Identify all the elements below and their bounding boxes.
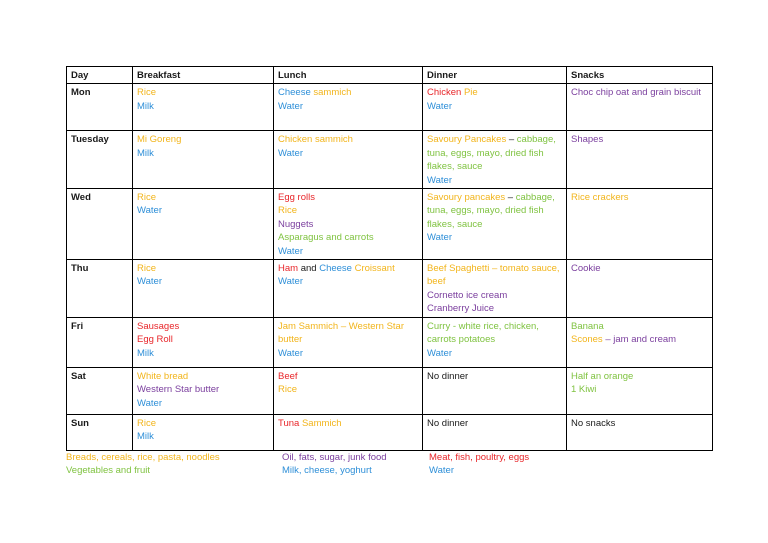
meal-item: [427, 262, 562, 289]
breakfast-cell: [133, 260, 274, 318]
food-text: Pie: [463, 87, 478, 99]
meal-item: [571, 370, 708, 383]
meal-item: [137, 191, 269, 204]
food-text: Water: [427, 347, 452, 359]
food-text: Water: [427, 174, 452, 186]
food-text: Milk: [137, 100, 154, 112]
food-text: Cookie: [571, 263, 601, 275]
dinner-cell: [423, 189, 567, 260]
header-breakfast: Breakfast: [133, 67, 274, 84]
legend-veg: Vegetables and fruit: [66, 465, 150, 477]
meal-item: [137, 430, 269, 443]
breakfast-cell: [133, 84, 274, 131]
meal-item: [278, 100, 418, 113]
food-text: Savoury Pancakes: [427, 134, 507, 146]
meal-item: [427, 191, 562, 231]
meal-item: [571, 262, 708, 275]
meal-item: [427, 302, 562, 315]
meal-item: [571, 191, 708, 204]
day-cell: Mon: [67, 84, 133, 131]
legend-column-3: [429, 451, 529, 478]
meal-plan-table: [66, 66, 713, 451]
food-text: Egg Roll: [137, 334, 173, 346]
food-text: –: [506, 134, 517, 146]
meal-item: [137, 383, 269, 396]
food-text: Rice: [278, 384, 298, 396]
food-text: Cranberry Juice: [427, 303, 495, 315]
food-text: Tuna: [278, 417, 302, 429]
food-text: Asparagus and carrots: [278, 232, 374, 244]
dinner-cell: [423, 84, 567, 131]
food-text: sammich: [313, 87, 352, 99]
meal-item: [278, 383, 418, 396]
food-text: Cornetto ice cream: [427, 289, 508, 301]
lunch-cell: [274, 189, 423, 260]
meal-item: [427, 370, 562, 383]
lunch-cell: [274, 84, 423, 131]
food-text: – jam and cream: [602, 334, 677, 346]
dinner-cell: [423, 131, 567, 189]
food-text: Mi Goreng: [137, 134, 182, 146]
food-text: Western Star butter: [137, 384, 220, 396]
meal-item: [571, 320, 708, 333]
food-text: 1 Kiwi: [571, 384, 597, 396]
meal-item: [427, 133, 562, 173]
snacks-cell: [567, 260, 713, 318]
meal-item: [137, 333, 269, 346]
food-text: Water: [278, 100, 303, 112]
meal-item: [278, 133, 418, 146]
day-cell: Thu: [67, 260, 133, 318]
dinner-cell: [423, 260, 567, 318]
day-cell: Fri: [67, 317, 133, 367]
food-text: Water: [278, 347, 303, 359]
food-text: Beef: [278, 370, 298, 382]
legend-oil: Oil, fats, sugar, junk food: [282, 452, 387, 463]
meal-item: [137, 347, 269, 360]
food-text: Water: [137, 397, 162, 409]
legend-milk: Milk, cheese, yoghurt: [282, 465, 372, 477]
meal-item: [278, 370, 418, 383]
meal-item: [427, 417, 562, 430]
meal-item: [427, 231, 562, 244]
header-snacks: Snacks: [567, 67, 713, 84]
food-text: Rice: [278, 205, 298, 217]
table-row: [67, 131, 713, 189]
meal-item: [278, 320, 418, 347]
meal-item: [427, 320, 562, 347]
breakfast-cell: [133, 131, 274, 189]
food-text: Jam Sammich – Western Star butter: [278, 320, 405, 346]
table-row: [67, 317, 713, 367]
header-row: [67, 67, 713, 84]
day-cell: Sun: [67, 414, 133, 450]
meal-item: [278, 218, 418, 231]
food-text: No snacks: [571, 417, 616, 429]
food-text: Curry - white rice, chicken, carrots potatoes: [427, 320, 539, 346]
food-text: Rice: [137, 192, 157, 204]
meal-item: [427, 347, 562, 360]
meal-item: [278, 147, 418, 160]
dinner-cell: [423, 317, 567, 367]
meal-item: [137, 86, 269, 99]
food-text: Water: [137, 205, 162, 217]
legend-water: Water: [429, 465, 454, 477]
day-cell: Wed: [67, 189, 133, 260]
lunch-cell: [274, 260, 423, 318]
food-text: Banana: [571, 320, 604, 332]
meal-item: [137, 397, 269, 410]
snacks-cell: [567, 414, 713, 450]
meal-item: [137, 147, 269, 160]
meal-item: [571, 133, 708, 146]
lunch-cell: [274, 414, 423, 450]
food-text: Scones: [571, 334, 603, 346]
food-text: Cheese: [278, 87, 314, 99]
header-dinner: Dinner: [423, 67, 567, 84]
food-text: –: [505, 192, 516, 204]
table-row: [67, 367, 713, 414]
meal-item: [278, 204, 418, 217]
lunch-cell: [274, 367, 423, 414]
meal-item: [278, 191, 418, 204]
food-text: No dinner: [427, 370, 469, 382]
food-text: Milk: [137, 347, 154, 359]
food-text: Beef Spaghetti – tomato sauce, beef: [427, 263, 560, 288]
food-text: Egg rolls: [278, 192, 315, 204]
header-day: Day: [67, 67, 133, 84]
food-text: Cheese: [319, 263, 355, 275]
table-row: [67, 414, 713, 450]
meal-item: [137, 204, 269, 217]
food-text: Croissant: [354, 263, 395, 275]
snacks-cell: [567, 367, 713, 414]
food-text: Choc chip oat and grain biscuit: [571, 87, 701, 99]
meal-item: [137, 262, 269, 275]
meal-item: [571, 417, 708, 430]
food-text: Water: [427, 232, 452, 244]
food-text: Half an orange: [571, 370, 634, 382]
food-text: Chicken sammich: [278, 134, 353, 146]
meal-item: [571, 333, 708, 346]
food-text: Ham: [278, 263, 299, 275]
food-text: White bread: [137, 370, 189, 382]
meal-item: [278, 262, 418, 275]
food-text: Milk: [137, 431, 154, 443]
snacks-cell: [567, 317, 713, 367]
meal-item: [278, 245, 418, 258]
legend-bread: Breads, cereals, rice, pasta, noodles: [66, 452, 220, 463]
meal-item: [278, 417, 418, 430]
snacks-cell: [567, 131, 713, 189]
food-text: Shapes: [571, 134, 604, 146]
day-cell: Tuesday: [67, 131, 133, 189]
meal-item: [137, 370, 269, 383]
food-text: Savoury pancakes: [427, 192, 506, 204]
food-text: Water: [278, 245, 303, 257]
table-row: [67, 260, 713, 318]
day-cell: Sat: [67, 367, 133, 414]
food-text: Sausages: [137, 320, 180, 332]
meal-item: [137, 133, 269, 146]
meal-item: [427, 100, 562, 113]
dinner-cell: [423, 414, 567, 450]
meal-item: [137, 100, 269, 113]
legend-meat: Meat, fish, poultry, eggs: [429, 452, 530, 463]
meal-item: [427, 86, 562, 99]
food-text: Nuggets: [278, 218, 314, 230]
food-text: Water: [427, 100, 452, 112]
food-text: Rice: [137, 263, 157, 275]
meal-item: [571, 383, 708, 396]
food-text: Milk: [137, 147, 154, 159]
food-text: Rice: [137, 87, 157, 99]
breakfast-cell: [133, 414, 274, 450]
food-text: Chicken: [427, 87, 464, 99]
table-row: [67, 84, 713, 131]
food-text: No dinner: [427, 417, 469, 429]
lunch-cell: [274, 131, 423, 189]
food-text: Rice: [137, 417, 157, 429]
meal-item: [278, 275, 418, 288]
meal-item: [571, 86, 708, 99]
food-text: Water: [278, 147, 303, 159]
food-text: cabbage, tuna, eggs, mayo, dried fish flakes, sauce: [427, 134, 556, 173]
snacks-cell: [567, 189, 713, 260]
meal-item: [427, 289, 562, 302]
food-text: Rice crackers: [571, 192, 629, 204]
legend-column-1: [66, 451, 220, 478]
snacks-cell: [567, 84, 713, 131]
food-text: Water: [137, 276, 162, 288]
meal-item: [427, 174, 562, 187]
meal-item: [137, 320, 269, 333]
meal-item: [278, 86, 418, 99]
breakfast-cell: [133, 367, 274, 414]
meal-item: [278, 231, 418, 244]
food-text: cabbage, tuna, eggs, mayo, dried fish flakes, sauce: [427, 192, 555, 230]
food-text: Sammich: [301, 417, 342, 429]
legend-column-2: [282, 451, 387, 478]
dinner-cell: [423, 367, 567, 414]
food-text: Water: [278, 276, 303, 288]
food-text: and: [298, 263, 320, 275]
meal-item: [137, 417, 269, 430]
breakfast-cell: [133, 317, 274, 367]
header-lunch: Lunch: [274, 67, 423, 84]
meal-item: [278, 347, 418, 360]
meal-item: [137, 275, 269, 288]
table-row: [67, 189, 713, 260]
lunch-cell: [274, 317, 423, 367]
breakfast-cell: [133, 189, 274, 260]
